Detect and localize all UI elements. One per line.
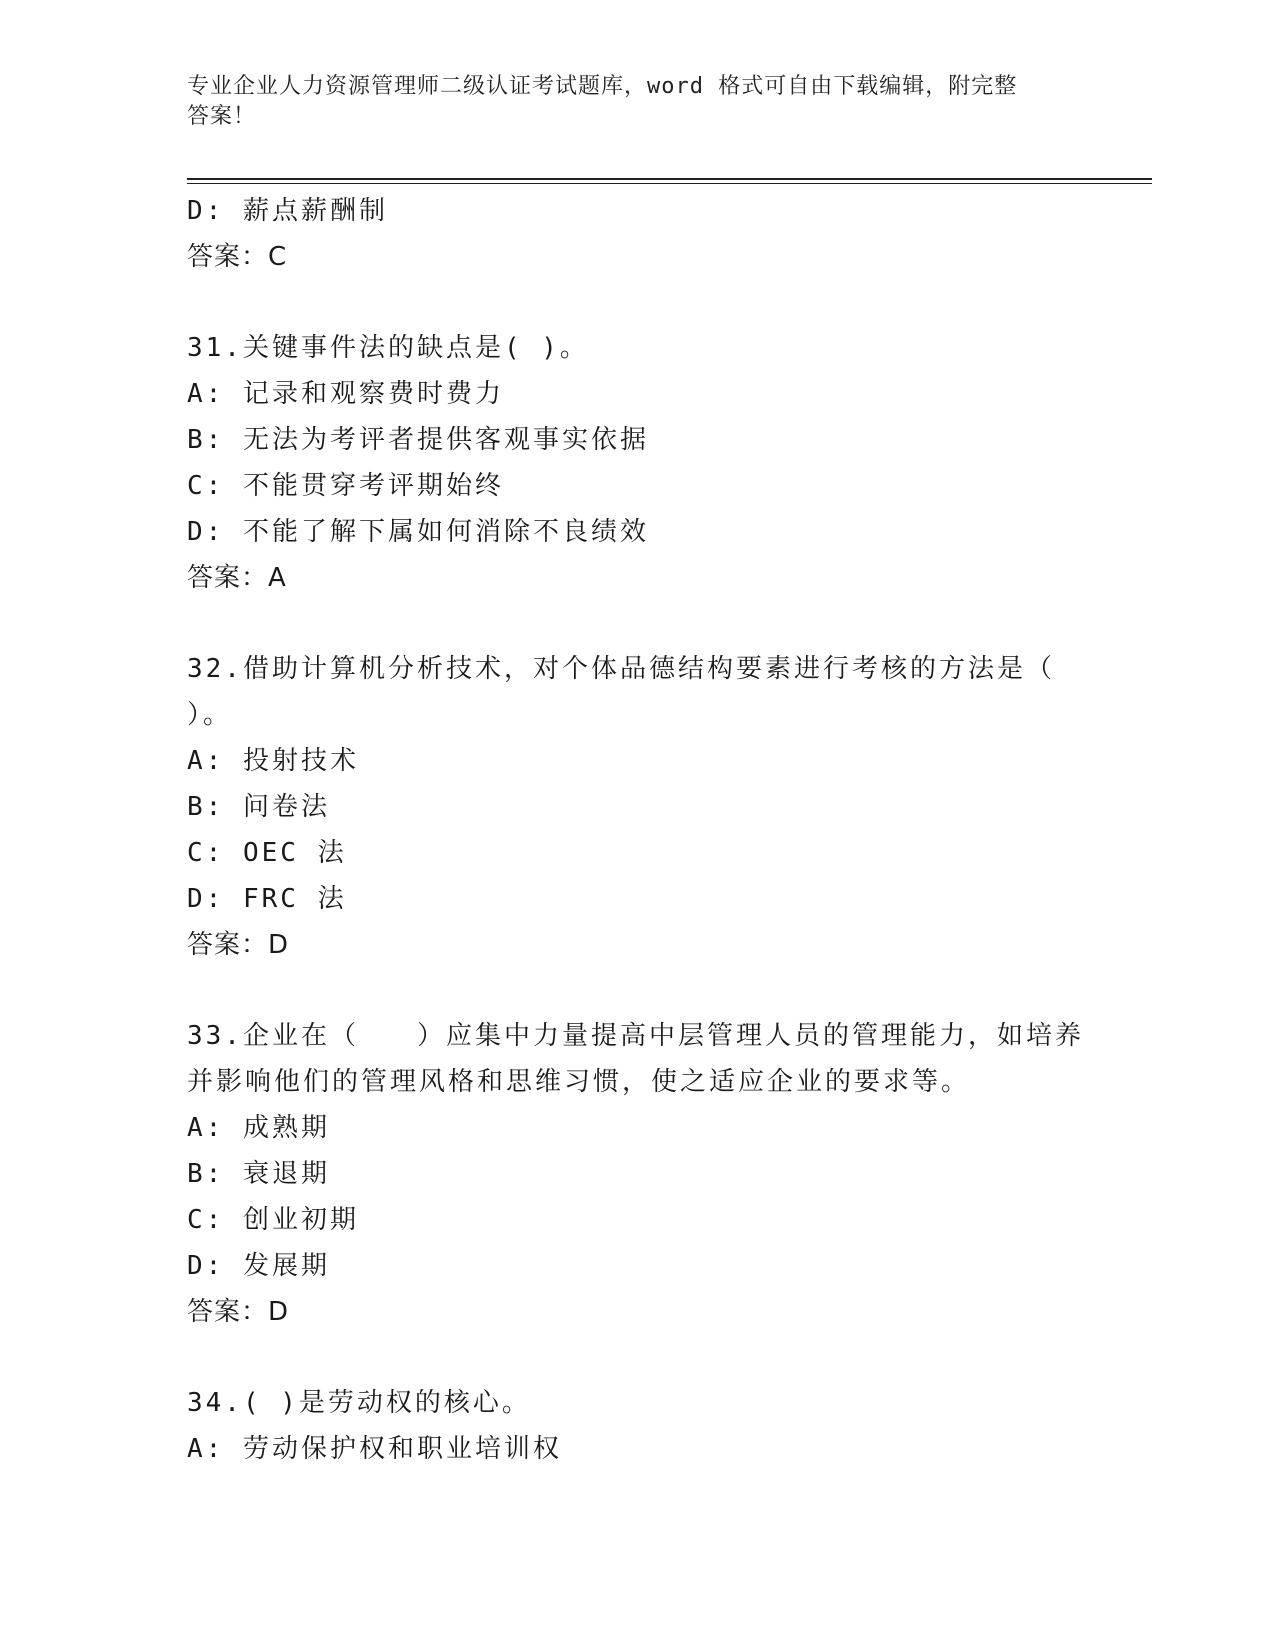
- question-33: [187, 1013, 1087, 1335]
- question-31: [187, 325, 1087, 601]
- option-b: B: 问卷法: [187, 792, 330, 822]
- option-d: D: 薪点薪酬制: [187, 196, 388, 226]
- question-fragment-30: [187, 188, 1087, 280]
- option-c: C: 创业初期: [187, 1205, 359, 1235]
- option-d: D: 发展期: [187, 1251, 330, 1281]
- option-b: B: 无法为考评者提供客观事实依据: [187, 425, 649, 455]
- option-c: C: OEC 法: [187, 838, 347, 868]
- header-line-2: 答案！: [187, 104, 257, 129]
- option-b: B: 衰退期: [187, 1159, 330, 1189]
- header-divider-thick: [187, 178, 1152, 180]
- question-32: [187, 646, 1087, 968]
- question-34: [187, 1380, 1087, 1472]
- option-a: A: 投射技术: [187, 746, 359, 776]
- question-stem: 31.关键事件法的缺点是( )。: [187, 333, 589, 363]
- option-d: D: 不能了解下属如何消除不良绩效: [187, 517, 649, 547]
- option-a: A: 记录和观察费时费力: [187, 379, 504, 409]
- option-d: D: FRC 法: [187, 884, 347, 914]
- answer-line: 答案：D: [187, 1297, 290, 1327]
- page-header: [187, 72, 1077, 132]
- question-stem: 32.借助计算机分析技术，对个体品德结构要素进行考核的方法是（ ）。: [187, 654, 1055, 730]
- header-line-1: 专业企业人力资源管理师二级认证考试题库，word 格式可自由下载编辑，附完整: [187, 74, 1018, 99]
- option-a: A: 成熟期: [187, 1113, 330, 1143]
- header-divider-thin: [187, 183, 1152, 184]
- answer-line: 答案：D: [187, 930, 290, 960]
- option-c: C: 不能贯穿考评期始终: [187, 471, 504, 501]
- answer-line: 答案：C: [187, 242, 288, 272]
- answer-line: 答案：A: [187, 563, 287, 593]
- option-a: A: 劳动保护权和职业培训权: [187, 1434, 562, 1464]
- question-list: [187, 188, 1087, 1472]
- question-stem: 33.企业在（ ）应集中力量提高中层管理人员的管理能力，如培养并影响他们的管理风格和思维习惯，使之适应企业的要求等。: [187, 1021, 1084, 1097]
- question-stem: 34.( )是劳动权的核心。: [187, 1388, 531, 1418]
